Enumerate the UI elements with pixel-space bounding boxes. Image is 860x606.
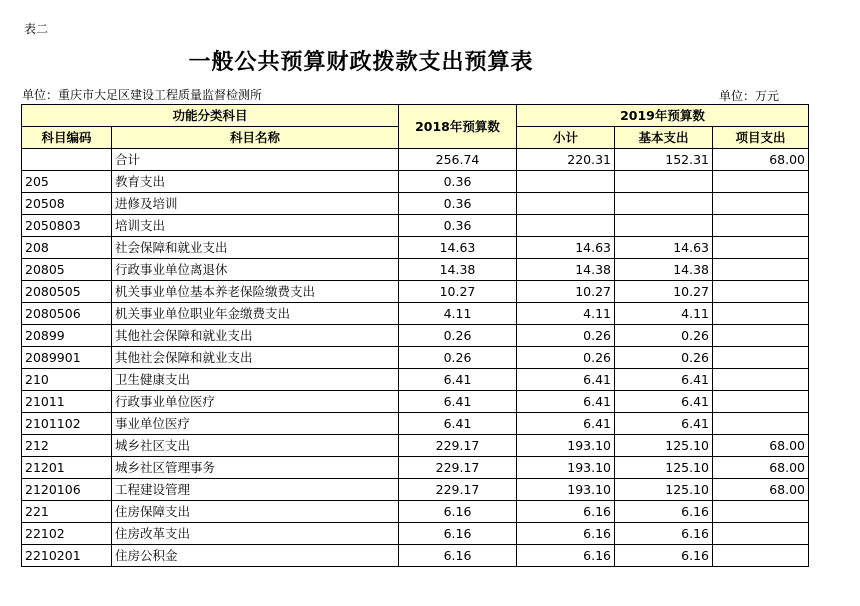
cell-subtotal: 14.63 — [517, 237, 615, 259]
cell-basic: 10.27 — [615, 281, 713, 303]
cell-project — [713, 193, 809, 215]
cell-subtotal: 4.11 — [517, 303, 615, 325]
cell-subtotal: 193.10 — [517, 479, 615, 501]
cell-subtotal: 193.10 — [517, 435, 615, 457]
cell-basic: 6.16 — [615, 523, 713, 545]
cell-code: 221 — [22, 501, 112, 523]
cell-name: 城乡社区管理事务 — [112, 457, 399, 479]
table-row — [22, 171, 809, 193]
cell-code: 212 — [22, 435, 112, 457]
cell-project — [713, 281, 809, 303]
cell-subtotal: 193.10 — [517, 457, 615, 479]
cell-name: 机关事业单位职业年金缴费支出 — [112, 303, 399, 325]
unit-money: 单位：万元 — [719, 89, 780, 103]
cell-project — [713, 259, 809, 281]
cell-code: 2080506 — [22, 303, 112, 325]
cell-basic — [615, 193, 713, 215]
cell-project: 68.00 — [713, 435, 809, 457]
cell-2018: 14.38 — [399, 259, 517, 281]
cell-project — [713, 325, 809, 347]
table-number: 表二 — [24, 22, 49, 36]
cell-project: 68.00 — [713, 479, 809, 501]
cell-code: 2050803 — [22, 215, 112, 237]
cell-name: 行政事业单位医疗 — [112, 391, 399, 413]
cell-basic: 6.41 — [615, 413, 713, 435]
cell-project — [713, 523, 809, 545]
cell-name: 进修及培训 — [112, 193, 399, 215]
cell-subtotal — [517, 215, 615, 237]
cell-subtotal — [517, 171, 615, 193]
cell-code: 20805 — [22, 259, 112, 281]
table-row — [22, 149, 809, 171]
cell-code: 2210201 — [22, 545, 112, 567]
cell-name: 合计 — [112, 149, 399, 171]
cell-2018: 0.36 — [399, 171, 517, 193]
cell-code — [22, 149, 112, 171]
cell-2018: 229.17 — [399, 457, 517, 479]
cell-2018: 6.16 — [399, 501, 517, 523]
table-row — [22, 259, 809, 281]
table-row — [22, 325, 809, 347]
cell-code: 20508 — [22, 193, 112, 215]
cell-name: 住房保障支出 — [112, 501, 399, 523]
cell-name: 事业单位医疗 — [112, 413, 399, 435]
cell-basic: 6.41 — [615, 391, 713, 413]
cell-basic: 6.16 — [615, 545, 713, 567]
header-code: 科目编码 — [22, 127, 112, 149]
cell-2018: 256.74 — [399, 149, 517, 171]
cell-basic: 125.10 — [615, 479, 713, 501]
cell-2018: 229.17 — [399, 479, 517, 501]
table-row — [22, 237, 809, 259]
cell-2018: 6.41 — [399, 413, 517, 435]
cell-name: 卫生健康支出 — [112, 369, 399, 391]
cell-2018: 6.41 — [399, 391, 517, 413]
table-row — [22, 413, 809, 435]
cell-basic: 0.26 — [615, 325, 713, 347]
table-row — [22, 303, 809, 325]
cell-code: 2120106 — [22, 479, 112, 501]
cell-2018: 229.17 — [399, 435, 517, 457]
cell-name: 住房改革支出 — [112, 523, 399, 545]
cell-2018: 4.11 — [399, 303, 517, 325]
cell-project: 68.00 — [713, 457, 809, 479]
table-row — [22, 281, 809, 303]
cell-code: 22102 — [22, 523, 112, 545]
cell-subtotal: 6.16 — [517, 523, 615, 545]
cell-subtotal: 6.41 — [517, 369, 615, 391]
cell-project — [713, 237, 809, 259]
cell-2018: 14.63 — [399, 237, 517, 259]
cell-code: 21201 — [22, 457, 112, 479]
cell-subtotal: 14.38 — [517, 259, 615, 281]
cell-basic: 14.38 — [615, 259, 713, 281]
header-functional-category: 功能分类科目 — [22, 105, 399, 127]
cell-project — [713, 303, 809, 325]
cell-basic: 0.26 — [615, 347, 713, 369]
cell-code: 205 — [22, 171, 112, 193]
cell-2018: 0.26 — [399, 325, 517, 347]
cell-basic — [615, 171, 713, 193]
table-row — [22, 523, 809, 545]
cell-subtotal: 6.41 — [517, 391, 615, 413]
cell-basic: 152.31 — [615, 149, 713, 171]
cell-name: 其他社会保障和就业支出 — [112, 325, 399, 347]
cell-basic: 125.10 — [615, 435, 713, 457]
cell-code: 20899 — [22, 325, 112, 347]
cell-subtotal: 10.27 — [517, 281, 615, 303]
cell-code: 2080505 — [22, 281, 112, 303]
table-row — [22, 193, 809, 215]
cell-2018: 6.16 — [399, 545, 517, 567]
cell-project — [713, 545, 809, 567]
cell-basic: 14.63 — [615, 237, 713, 259]
cell-name: 社会保障和就业支出 — [112, 237, 399, 259]
table-row — [22, 501, 809, 523]
cell-basic: 6.41 — [615, 369, 713, 391]
cell-project — [713, 215, 809, 237]
cell-project — [713, 369, 809, 391]
table-row — [22, 457, 809, 479]
cell-basic: 4.11 — [615, 303, 713, 325]
cell-name: 其他社会保障和就业支出 — [112, 347, 399, 369]
cell-subtotal: 6.16 — [517, 545, 615, 567]
cell-2018: 6.41 — [399, 369, 517, 391]
cell-name: 城乡社区支出 — [112, 435, 399, 457]
table-row — [22, 479, 809, 501]
cell-2018: 10.27 — [399, 281, 517, 303]
cell-code: 210 — [22, 369, 112, 391]
cell-code: 21011 — [22, 391, 112, 413]
header-project: 项目支出 — [713, 127, 809, 149]
cell-subtotal — [517, 193, 615, 215]
header-basic: 基本支出 — [615, 127, 713, 149]
header-subtotal: 小计 — [517, 127, 615, 149]
cell-2018: 6.16 — [399, 523, 517, 545]
cell-basic: 125.10 — [615, 457, 713, 479]
cell-basic: 6.16 — [615, 501, 713, 523]
table-row — [22, 391, 809, 413]
cell-code: 208 — [22, 237, 112, 259]
cell-code: 2101102 — [22, 413, 112, 435]
table-row — [22, 435, 809, 457]
cell-project — [713, 347, 809, 369]
budget-table — [21, 104, 809, 567]
table-row — [22, 347, 809, 369]
cell-2018: 0.26 — [399, 347, 517, 369]
cell-code: 2089901 — [22, 347, 112, 369]
cell-2018: 0.36 — [399, 193, 517, 215]
cell-name: 工程建设管理 — [112, 479, 399, 501]
cell-name: 机关事业单位基本养老保险缴费支出 — [112, 281, 399, 303]
cell-name: 教育支出 — [112, 171, 399, 193]
cell-project — [713, 501, 809, 523]
cell-subtotal: 6.16 — [517, 501, 615, 523]
header-name: 科目名称 — [112, 127, 399, 149]
cell-name: 培训支出 — [112, 215, 399, 237]
table-row — [22, 215, 809, 237]
cell-subtotal: 0.26 — [517, 347, 615, 369]
unit-organization: 单位：重庆市大足区建设工程质量监督检测所 — [22, 88, 263, 102]
cell-name: 行政事业单位离退休 — [112, 259, 399, 281]
cell-basic — [615, 215, 713, 237]
cell-project — [713, 391, 809, 413]
cell-project — [713, 171, 809, 193]
cell-name: 住房公积金 — [112, 545, 399, 567]
table-row — [22, 369, 809, 391]
header-2019-budget: 2019年预算数 — [517, 105, 809, 127]
cell-subtotal: 0.26 — [517, 325, 615, 347]
header-2018-budget: 2018年预算数 — [399, 105, 517, 149]
cell-project — [713, 413, 809, 435]
cell-subtotal: 6.41 — [517, 413, 615, 435]
cell-project: 68.00 — [713, 149, 809, 171]
table-row — [22, 545, 809, 567]
cell-subtotal: 220.31 — [517, 149, 615, 171]
page-title: 一般公共预算财政拨款支出预算表 — [188, 50, 534, 75]
cell-2018: 0.36 — [399, 215, 517, 237]
